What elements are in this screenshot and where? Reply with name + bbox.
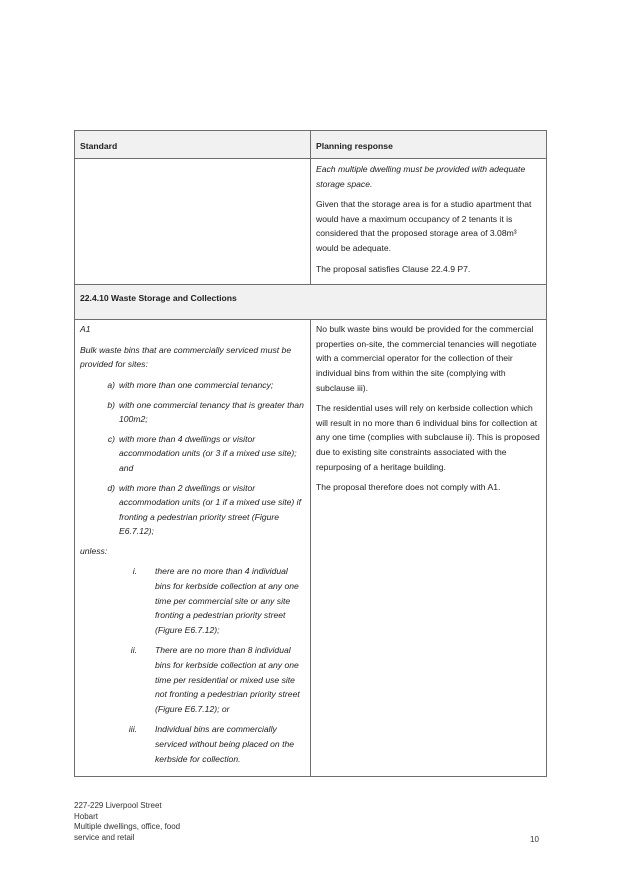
list-item-label: c) <box>107 433 115 444</box>
table-header-row <box>75 131 547 159</box>
response-paragraph: The residential uses will rely on kerbside collection which will result in no more than 6 individual bins for collection at any one time (complies with subclause ii). This is proposed due to existing site constraints associated with the repurposing of a heritage building. <box>315 403 540 472</box>
list-item-label: b) <box>107 399 115 410</box>
list-item <box>80 398 305 427</box>
list-item <box>80 378 305 393</box>
exception-label: ii. <box>130 645 137 656</box>
response-paragraph: The proposal satisfies Clause 22.4.9 P7. <box>315 263 471 274</box>
standard-cell <box>75 320 311 777</box>
list-item-label: d) <box>107 482 115 493</box>
section-title: 22.4.10 Waste Storage and Collections <box>75 285 547 320</box>
response-paragraph: Given that the storage area is for a studio apartment that would have a maximum occupancy of 2 tenants it is considered that the proposed storage area of 3.08m³ would be adequate. <box>315 199 532 253</box>
header-standard: Standard <box>75 131 311 159</box>
standard-intro: Bulk waste bins that are commercially serviced must be provided for sites: <box>80 344 292 370</box>
planning-table <box>74 130 547 777</box>
unless-label: unless: <box>80 545 108 556</box>
exception-item <box>80 564 305 637</box>
continuation-response-cell <box>310 159 546 285</box>
exception-text: there are no more than 4 individual bins for kerbside collection at any one time per commercial site or any site fronting a pedestrian priority street (Figure E6.7.12); <box>155 566 299 635</box>
list-item <box>80 481 305 539</box>
page-number: 10 <box>530 835 539 844</box>
footer-address <box>74 801 274 843</box>
exception-item <box>80 643 305 716</box>
list-item-text: with one commercial tenancy that is greater than 100m2; <box>119 399 304 425</box>
response-paragraph: Each multiple dwelling must be provided with adequate storage space. <box>315 164 526 189</box>
header-planning-response: Planning response <box>310 131 546 159</box>
exception-item <box>80 722 305 766</box>
standard-code: A1 <box>80 324 91 335</box>
footer-line: Hobart <box>74 811 99 821</box>
footer-line: service and retail <box>74 832 135 842</box>
list-item-text: with more than 2 dwellings or visitor accommodation units (or 1 if a mixed use site) if fronting a pedestrian priority street (Figure E6.7.12); <box>119 482 301 537</box>
list-item-text: with more than 4 dwellings or visitor accommodation units (or 3 if a mixed use site); and <box>119 433 297 473</box>
response-paragraph: No bulk waste bins would be provided for the commercial properties on-site, the commercial tenancies will negotiate with a commercial operator for the collection of their individual bins from within the site (complying with subclause iii). <box>315 324 537 393</box>
standard-row <box>75 320 547 777</box>
response-cell <box>310 320 546 777</box>
exception-text: Individual bins are commercially serviced without being placed on the kerbside for collection. <box>155 724 295 764</box>
exception-label: iii. <box>128 724 137 735</box>
footer-line: Multiple dwellings, office, food <box>74 822 181 831</box>
continuation-row <box>75 159 547 285</box>
list-item-text: with more than one commercial tenancy; <box>119 379 274 390</box>
list-item-label: a) <box>107 379 115 390</box>
continuation-standard-cell <box>75 159 311 285</box>
response-paragraph: The proposal therefore does not comply with A1. <box>315 482 501 493</box>
footer-line: 227-229 Liverpool Street <box>74 801 162 810</box>
exception-text: There are no more than 8 individual bins for kerbside collection at any one time per residential or mixed use site not fronting a pedestrian priority street (Figure E6.7.12); or <box>155 645 300 714</box>
section-row <box>75 285 547 320</box>
list-item <box>80 432 305 476</box>
exception-label: i. <box>132 566 137 577</box>
